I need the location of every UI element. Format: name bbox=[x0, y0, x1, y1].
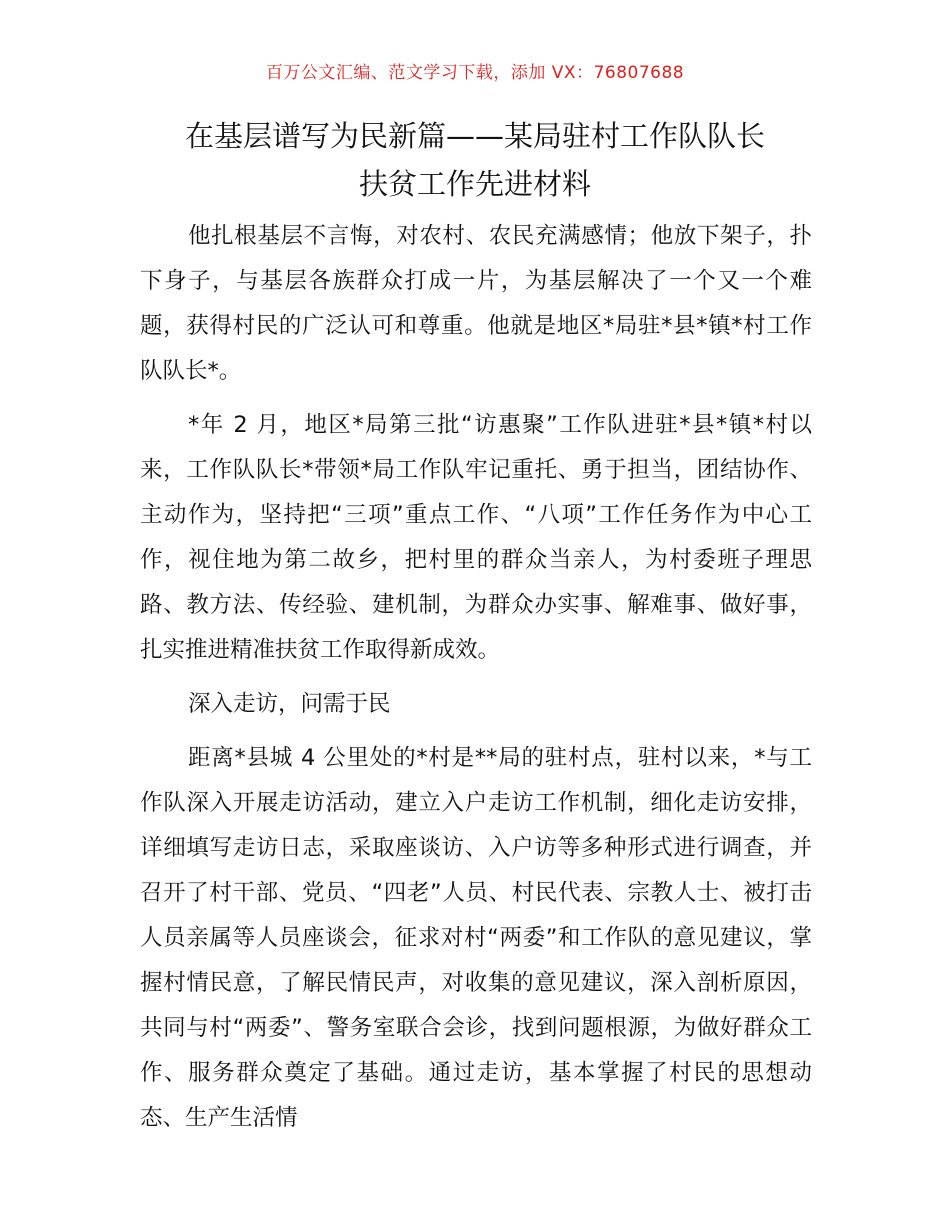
paragraph-visits: 距离*县城 4 公里处的*村是**局的驻村点，驻村以来，*与工作队深入开展走访活动，建立入户走访工作机制，细化走访安排，详细填写走访日志，采取座谈访、入户访等多种形式进行调查，并召开了村干部、党员、“四老”人员、村民代表、宗教人士、被打击人员亲属等人员座谈会，征求对村“两委”和工作队的意见建议，掌握村情民意，了解民情民声，对收集的意见建议，深入剖析原因，共同与村“两委”、警务室联合会诊，找到问题根源，为做好群众工作、服务群众奠定了基础。通过走访，基本掌握了村民的思想动态、生产生活情 bbox=[140, 745, 812, 1131]
section-heading: 深入走访，问需于民 bbox=[188, 691, 391, 717]
paragraph-background: *年 2 月，地区*局第三批“访惠聚”工作队进驻*县*镇*村以来，工作队队长*带领*局工作队牢记重托、勇于担当，团结协作、主动作为，坚持把“三项”重点工作、“八项”工作任务作为中心工作，视住地为第二故乡，把村里的群众当亲人，为村委班子理思路、教方法、传经验、建机制，为群众办实事、解难事、做好事，扎实推进精准扶贫工作取得新成效。 bbox=[140, 412, 812, 663]
paragraph-intro: 他扎根基层不言悔，对农村、农民充满感情；他放下架子，扑下身子，与基层各族群众打成一片，为基层解决了一个又一个难题，获得村民的广泛认可和尊重。他就是地区*局驻*县*镇*村工作队队长*。 bbox=[140, 223, 812, 384]
page-title bbox=[0, 112, 950, 208]
document-body bbox=[140, 214, 812, 1150]
title-line-1: 在基层谱写为民新篇——某局驻村工作队队长 bbox=[184, 119, 765, 153]
title-line-2: 扶贫工作先进材料 bbox=[358, 167, 591, 201]
watermark-banner: 百万公文汇编、范文学习下载，添加 VX：76807688 bbox=[265, 63, 685, 83]
